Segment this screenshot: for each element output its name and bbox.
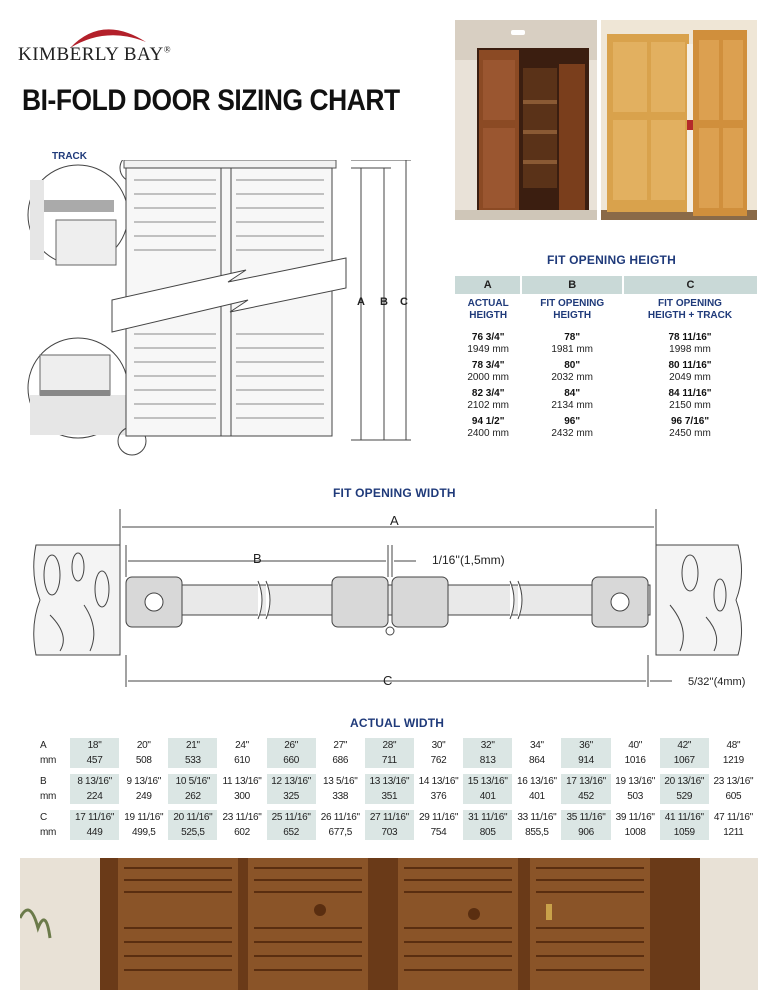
width-cell-a-mm: 686 (332, 755, 349, 766)
width-cell-a-mm: 610 (234, 755, 250, 766)
width-cell-c-in: 33 11/16" (517, 812, 557, 823)
width-cell-a-in: 34" (529, 740, 544, 751)
width-cell-b-in: 14 13/16" (418, 776, 459, 787)
brand-logo (18, 44, 171, 66)
width-row-b-in (22, 774, 758, 789)
page-title: BI-FOLD DOOR SIZING CHART (22, 84, 400, 117)
width-cell-c-mm: 602 (234, 827, 250, 838)
height-b-in: 84" (564, 388, 581, 399)
width-cell-a-mm: 508 (135, 755, 152, 766)
width-cell-a-mm: 660 (267, 753, 316, 768)
width-cell-b-in: 20 13/16" (660, 774, 709, 789)
width-cell-c-in: 19 11/16" (124, 812, 164, 823)
height-col-b-line1: FIT OPENING (540, 298, 605, 309)
width-cell-c-mm: 1211 (723, 827, 744, 838)
height-col-a-desc (455, 294, 521, 328)
height-c-mm: 2450 mm (669, 428, 711, 439)
width-cell-b-in: 19 13/16" (615, 776, 655, 787)
height-col-c-line1: FIT OPENING (658, 298, 722, 309)
height-col-b-line2: HEIGTH (553, 310, 592, 321)
width-row-a-in (22, 738, 758, 753)
height-a-in: 82 3/4" (471, 388, 505, 399)
width-cell-b-in: 23 13/16" (713, 776, 754, 787)
closet-photo-dark (455, 20, 597, 220)
width-cell-a-mm: 457 (70, 753, 119, 768)
width-cell-a-mm: 711 (365, 753, 414, 768)
width-cell-c-mm: 449 (70, 825, 119, 840)
width-cell-b-in: 13 13/16" (365, 774, 414, 789)
width-cell-c-in: 27 11/16" (365, 810, 414, 825)
width-cell-b-in: 8 13/16" (70, 774, 119, 789)
actual-width-title: ACTUAL WIDTH (350, 716, 445, 730)
width-cell-a-in: 26" (267, 738, 316, 753)
width-row-label: B (40, 776, 47, 787)
width-cell-c-in: 29 11/16" (419, 812, 459, 823)
height-b-mm: 1981 mm (551, 344, 594, 355)
width-row-label: mm (40, 827, 57, 838)
width-section-title: FIT OPENING WIDTH (333, 486, 456, 500)
height-col-a: A (455, 276, 521, 294)
width-cell-a-mm: 533 (168, 753, 217, 768)
height-b-in: 80" (564, 360, 581, 371)
width-cell-c-mm: 754 (430, 827, 447, 838)
height-c-mm: 1998 mm (669, 344, 711, 355)
width-cell-b-mm: 503 (627, 791, 644, 802)
height-a-mm: 2000 mm (467, 372, 509, 383)
width-cell-b-mm: 249 (135, 791, 152, 802)
width-cell-c-mm: 805 (463, 825, 512, 840)
height-col-a-line2: HEIGTH (469, 310, 508, 321)
width-cell-b-in: 16 13/16" (516, 776, 557, 787)
height-col-b-desc (521, 294, 623, 328)
width-cell-a-in: 36" (561, 738, 610, 753)
width-row-a-mm (22, 753, 758, 768)
width-diagram (30, 505, 750, 695)
width-cell-a-in: 40" (628, 740, 642, 751)
width-cell-c-mm: 525,5 (168, 825, 217, 840)
width-cell-b-mm: 452 (561, 789, 610, 804)
louver-door-photo (20, 858, 758, 990)
width-cell-b-mm: 401 (528, 791, 545, 802)
width-cell-b-in: 12 13/16" (267, 774, 316, 789)
height-c-in: 78 11/16" (668, 332, 712, 343)
width-label-c: C (383, 673, 393, 688)
dim-label-c: C (400, 296, 408, 308)
width-cell-c-in: 20 11/16" (168, 810, 217, 825)
width-cell-c-in: 23 11/16" (222, 812, 262, 823)
actual-width-table (22, 738, 758, 840)
width-row-c-in (22, 810, 758, 825)
width-cell-a-mm: 1219 (722, 755, 744, 766)
width-cell-c-in: 47 11/16" (713, 812, 753, 823)
closet-photo-light (601, 20, 757, 220)
width-cell-b-mm: 376 (430, 791, 447, 802)
height-c-mm: 2150 mm (669, 400, 711, 411)
bifold-door-diagram (16, 160, 416, 470)
width-row-c-mm (22, 825, 758, 840)
width-cell-c-in: 31 11/16" (463, 810, 512, 825)
height-b-mm: 2134 mm (551, 400, 594, 411)
width-row-label: mm (40, 791, 57, 802)
width-cell-a-in: 28" (365, 738, 414, 753)
dim-label-a: A (357, 296, 365, 308)
width-cell-c-in: 17 11/16" (70, 810, 119, 825)
width-cell-a-in: 18" (70, 738, 119, 753)
width-cell-a-in: 42" (660, 738, 709, 753)
width-cell-a-mm: 864 (528, 755, 545, 766)
width-cell-a-mm: 1067 (660, 753, 709, 768)
width-cell-b-mm: 338 (332, 791, 349, 802)
side-gap-note: 5/32''(4mm) (688, 676, 746, 688)
height-b-in: 78" (564, 332, 581, 343)
width-row-label: mm (40, 755, 57, 766)
width-cell-b-in: 15 13/16" (463, 774, 512, 789)
width-cell-c-mm: 855,5 (525, 827, 549, 838)
width-cell-c-mm: 677,5 (328, 827, 353, 838)
height-col-c: C (623, 276, 757, 294)
width-cell-c-mm: 1008 (624, 827, 646, 838)
width-cell-c-in: 26 11/16" (320, 812, 360, 823)
width-cell-a-mm: 1016 (624, 755, 646, 766)
width-cell-a-in: 27" (333, 740, 348, 751)
width-row-b-mm (22, 789, 758, 804)
width-cell-a-mm: 813 (463, 753, 512, 768)
height-b-mm: 2032 mm (551, 372, 594, 383)
width-label-a: A (390, 513, 399, 528)
height-a-mm: 2102 mm (467, 400, 509, 411)
width-cell-b-in: 9 13/16" (126, 776, 161, 787)
height-c-in: 96 7/16" (670, 416, 710, 427)
height-section-title: FIT OPENING HEIGTH (547, 253, 676, 267)
width-cell-a-in: 48" (726, 740, 741, 751)
width-cell-a-in: 32" (463, 738, 512, 753)
height-c-in: 80 11/16" (668, 360, 712, 371)
height-a-in: 78 3/4" (471, 360, 505, 371)
width-cell-a-in: 21" (168, 738, 217, 753)
height-col-c-desc (623, 294, 757, 328)
width-cell-a-in: 20" (136, 740, 151, 751)
height-a-in: 94 1/2" (471, 416, 505, 427)
width-cell-b-in: 11 13/16" (222, 776, 262, 787)
track-label: TRACK (52, 151, 87, 162)
width-cell-b-mm: 401 (463, 789, 512, 804)
height-a-mm: 1949 mm (467, 344, 509, 355)
width-cell-c-mm: 906 (561, 825, 610, 840)
width-cell-b-mm: 300 (234, 791, 250, 802)
width-cell-b-mm: 529 (660, 789, 709, 804)
height-a-in: 76 3/4" (471, 332, 505, 343)
width-cell-a-in: 30" (431, 740, 446, 751)
width-cell-b-mm: 351 (365, 789, 414, 804)
width-cell-a-mm: 762 (430, 755, 447, 766)
height-b-mm: 2432 mm (551, 428, 594, 439)
width-cell-c-mm: 499,5 (131, 827, 156, 838)
height-c-mm: 2049 mm (669, 372, 711, 383)
width-cell-b-in: 10 5/16" (168, 774, 217, 789)
width-row-label: C (40, 812, 47, 823)
width-cell-b-in: 13 5/16" (323, 776, 358, 787)
width-cell-c-mm: 1059 (660, 825, 709, 840)
width-cell-c-in: 25 11/16" (267, 810, 316, 825)
dim-label-b: B (380, 296, 388, 308)
height-table (455, 276, 757, 440)
height-col-a-line1: ACTUAL (467, 298, 509, 309)
brand-name: KIMBERLY BAY (18, 44, 164, 65)
height-b-in: 96" (564, 416, 581, 427)
width-cell-b-mm: 325 (267, 789, 316, 804)
width-cell-b-in: 17 13/16" (561, 774, 610, 789)
width-cell-c-mm: 703 (365, 825, 414, 840)
height-col-c-line2: HEIGTH + TRACK (647, 310, 733, 321)
height-col-b: B (521, 276, 623, 294)
width-cell-b-mm: 224 (70, 789, 119, 804)
width-cell-a-mm: 914 (561, 753, 610, 768)
width-cell-c-mm: 652 (267, 825, 316, 840)
width-label-b: B (253, 551, 262, 566)
gap-note: 1/16''(1,5mm) (432, 553, 505, 567)
registered-mark: ® (163, 44, 172, 55)
width-cell-c-in: 41 11/16" (660, 810, 709, 825)
height-a-mm: 2400 mm (467, 428, 509, 439)
height-c-in: 84 11/16" (668, 388, 712, 399)
width-cell-a-in: 24" (235, 740, 249, 751)
width-cell-b-mm: 605 (725, 791, 742, 802)
width-cell-c-in: 39 11/16" (615, 812, 655, 823)
width-cell-b-mm: 262 (168, 789, 217, 804)
width-cell-c-in: 35 11/16" (561, 810, 610, 825)
width-row-label: A (40, 740, 47, 751)
